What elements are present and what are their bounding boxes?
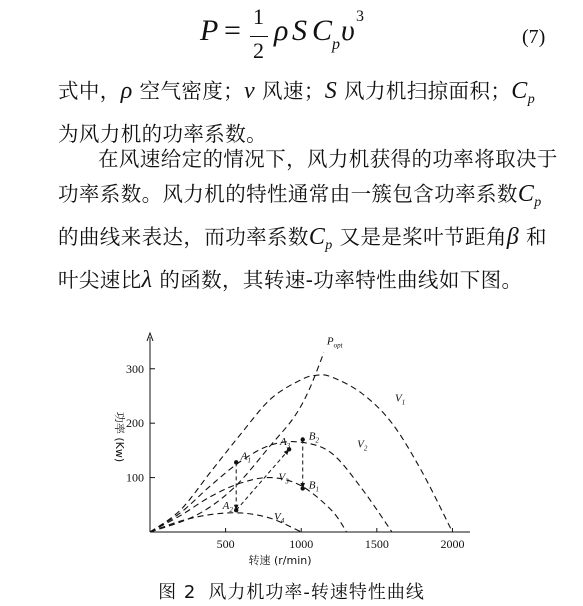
- y-tick-label: 300: [126, 361, 144, 376]
- y-tick-label: 200: [126, 416, 144, 431]
- x-tick-label: 500: [216, 537, 235, 551]
- curve-label-a3: $A_3$: [280, 435, 291, 450]
- var-Cp-2: C: [308, 224, 326, 251]
- point-b2: [301, 437, 305, 441]
- point-b1: [301, 486, 305, 490]
- eq-sub-p: p: [332, 36, 340, 53]
- curve-label-v1: $V_1$: [394, 392, 406, 407]
- y-axis-title: 功率 (Kw): [113, 411, 126, 463]
- eq-frac-denominator: 2: [253, 38, 264, 63]
- p1-text-5: 为风力机的功率系数。: [58, 122, 267, 147]
- p2-text-4: 和叶尖速比: [58, 225, 547, 293]
- point-a1: [234, 460, 238, 464]
- figure-speed-power-chart: [100, 335, 490, 567]
- x-tick-label: 1000: [289, 537, 314, 551]
- curve-v1: [150, 375, 452, 532]
- caption-number: 图 2: [158, 582, 197, 603]
- equation-number: (7): [522, 26, 546, 48]
- curve-label-a1: $A_1$: [240, 450, 251, 465]
- x-axis-title: 转速 (r/min): [248, 554, 312, 567]
- p1-text-4: 风力机扫掠面积；: [337, 79, 512, 103]
- p1-text-2: 空气密度；: [132, 79, 245, 103]
- eq-v: υ: [341, 14, 355, 47]
- y-tick-label: 100: [126, 470, 144, 485]
- curve-label-v3: $V_3$: [278, 471, 289, 486]
- eq-C: C: [312, 14, 333, 47]
- var-Cp-sub: p: [527, 92, 536, 108]
- curve-label-a2: $A_2$: [222, 500, 233, 515]
- var-beta: β: [506, 224, 520, 251]
- eq-frac-numerator: 1: [253, 4, 264, 29]
- eq-exponent: 3: [356, 8, 364, 25]
- var-lambda: λ: [141, 267, 153, 294]
- figure-caption: [0, 578, 583, 604]
- eq-S: S: [292, 14, 307, 47]
- equation-7: [0, 6, 583, 68]
- p1-text-1: 式中，: [58, 79, 121, 103]
- point-a2: [234, 508, 238, 512]
- var-S: S: [324, 78, 338, 104]
- curve-label-b1: $B_1$: [308, 479, 320, 494]
- p1-text-3: 风速；: [255, 79, 325, 103]
- var-v: v: [244, 78, 256, 104]
- p2-text-1: 在风速给定的情况下，风力机获得的功率将取决于功率系数。风力机的特性通常由一簇包含功率系数: [58, 147, 558, 206]
- p2-text-3: 又是是桨叶节距角: [332, 225, 507, 250]
- caption-text: 风力机功率-转速特性曲线: [208, 582, 425, 603]
- chart-svg: [100, 335, 490, 567]
- eq-lhs: P: [200, 14, 219, 47]
- eq-equals: =: [224, 14, 241, 47]
- curve-label-v4: $V_4$: [274, 511, 285, 526]
- var-Cp-1-sub: p: [534, 195, 542, 211]
- var-Cp: C: [511, 78, 528, 104]
- var-rho: ρ: [120, 78, 133, 104]
- paragraph-description: [58, 142, 558, 298]
- curve-label-popt: $P_{opt}$: [326, 335, 343, 350]
- var-Cp-1: C: [517, 181, 535, 207]
- x-tick-label: 2000: [440, 537, 465, 551]
- paragraph-variables: [58, 74, 558, 152]
- p2-text-5: 的函数，其转速-功率特性曲线如下图。: [152, 268, 523, 293]
- curve-label-v2: $V_2$: [357, 438, 368, 453]
- p2-text-2: 的曲线来表达，而功率系数: [58, 225, 309, 250]
- var-Cp-2-sub: p: [325, 238, 333, 254]
- eq-frac-bar: [250, 36, 268, 37]
- curve-label-b2: $B_2$: [308, 430, 320, 445]
- x-tick-label: 1500: [364, 537, 389, 551]
- eq-rho: ρ: [274, 14, 289, 47]
